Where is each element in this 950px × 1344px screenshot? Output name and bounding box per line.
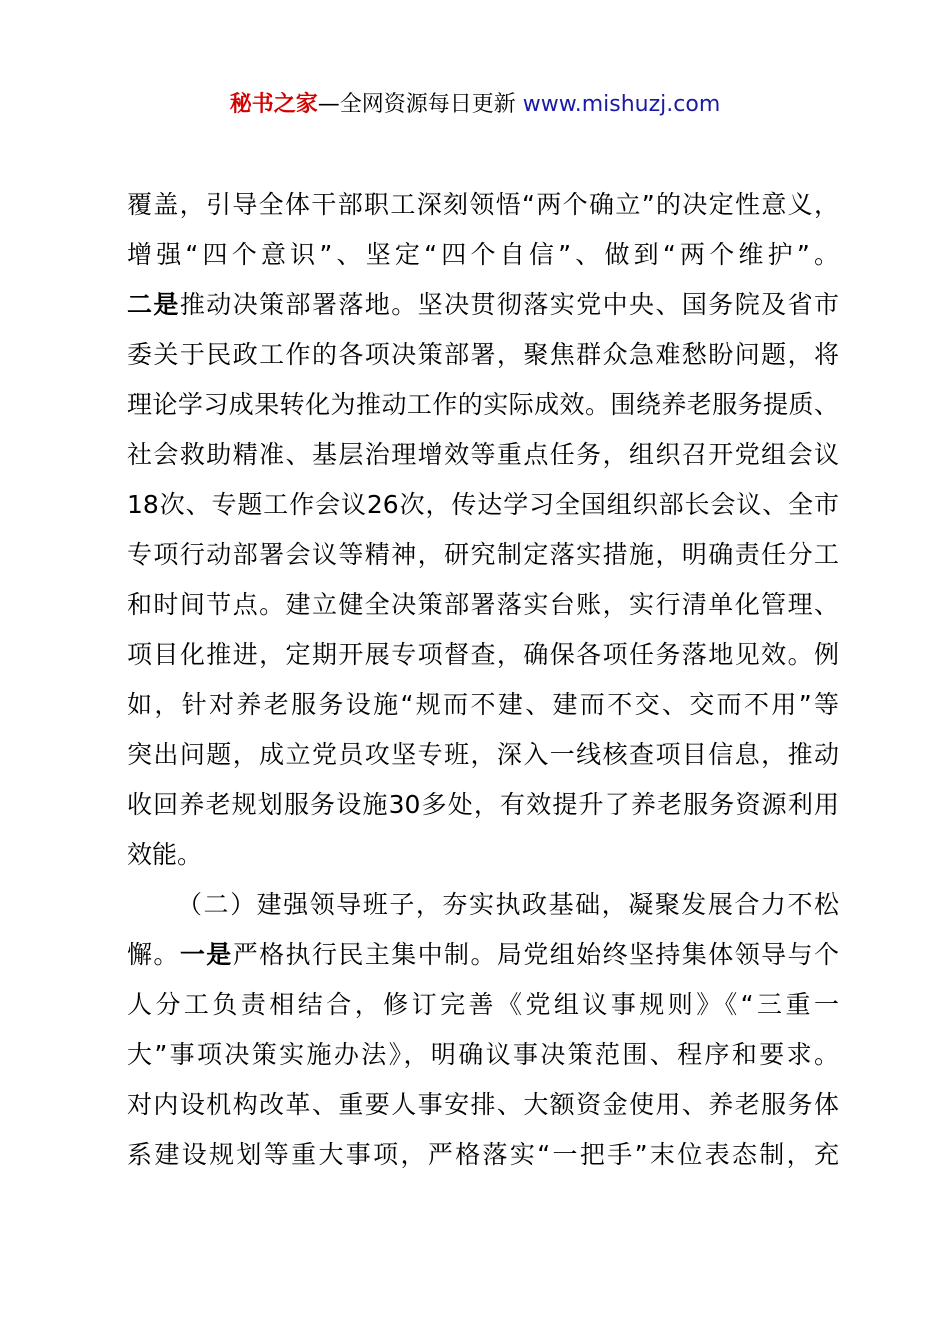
section-heading-line: （二）建强领导班子，夯实执政基础，凝聚发展合力不松: [177, 890, 839, 919]
site-name: 秘书之家: [229, 92, 318, 117]
text-line: 委关于民政工作的各项决策部署，聚焦群众急难愁盼问题，将: [127, 340, 839, 369]
site-header: [0, 88, 950, 122]
text-line: 增强“四个意识”、坚定“四个自信”、做到“两个维护”。: [127, 240, 839, 269]
text-line: 覆盖，引导全体干部职工深刻领悟“两个确立”的决定性意义，: [127, 190, 839, 219]
text-line: 懈。一是严格执行民主集中制。局党组始终坚持集体领导与个: [127, 940, 839, 969]
site-tagline: —全网资源每日更新: [317, 92, 523, 117]
site-url-link[interactable]: www.mishuzj.com: [522, 92, 721, 117]
text-line: 大”事项决策实施办法》，明确议事决策范围、程序和要求。: [127, 1040, 839, 1069]
text-line-paragraph-end: 效能。: [127, 840, 203, 869]
document-body: [127, 180, 839, 1180]
text-line: 突出问题，成立党员攻坚专班，深入一线核查项目信息，推动: [127, 740, 839, 769]
bold-lead: 一是: [179, 940, 233, 969]
text-line: 社会救助精准、基层治理增效等重点任务，组织召开党组会议: [127, 440, 839, 469]
text-line: 专项行动部署会议等精神，研究制定落实措施，明确责任分工: [127, 540, 839, 569]
text-line: 系建设规划等重大事项，严格落实“一把手”末位表态制，充: [127, 1140, 839, 1169]
text-line: 收回养老规划服务设施30多处，有效提升了养老服务资源利用: [127, 790, 839, 819]
text-line: 和时间节点。建立健全决策部署落实台账，实行清单化管理、: [127, 590, 839, 619]
text-line: 18次、专题工作会议26次，传达学习全国组织部长会议、全市: [127, 490, 839, 519]
text-line: 如，针对养老服务设施“规而不建、建而不交、交而不用”等: [127, 690, 839, 719]
text-line: 人分工负责相结合，修订完善《党组议事规则》《“三重一: [127, 990, 839, 1019]
bold-lead: 二是: [127, 290, 180, 319]
text-line: 二是推动决策部署落地。坚决贯彻落实党中央、国务院及省市: [127, 290, 839, 319]
text-line: 对内设机构改革、重要人事安排、大额资金使用、养老服务体: [127, 1090, 839, 1119]
text-line: 理论学习成果转化为推动工作的实际成效。围绕养老服务提质、: [127, 390, 839, 419]
text-line: 项目化推进，定期开展专项督查，确保各项任务落地见效。例: [127, 640, 839, 669]
